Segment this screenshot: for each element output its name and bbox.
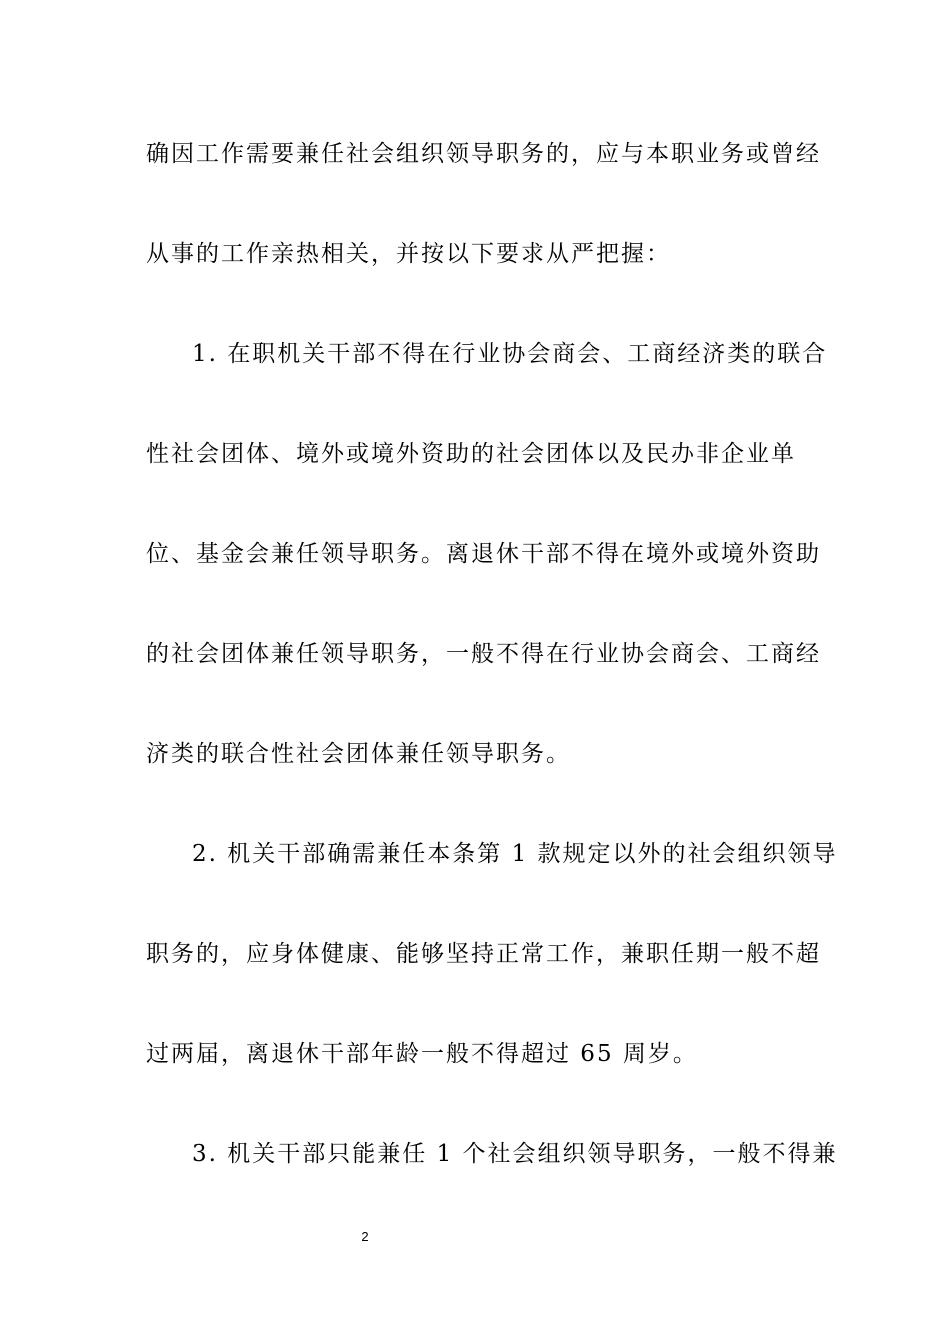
body-text-line: 位、基金会兼任领导职务。离退休干部不得在境外或境外资助 (146, 541, 821, 567)
body-text-line: 确因工作需要兼任社会组织领导职务的，应与本职业务或曾经 (146, 141, 821, 167)
body-text-line: 职务的，应身体健康、能够坚持正常工作，兼职任期一般不超 (146, 941, 821, 967)
list-item-2-text: 2. 机关干部确需兼任本条第 1 款规定以外的社会组织领导 (192, 841, 838, 867)
page-number: 2 (361, 1229, 369, 1244)
body-text-line: 从事的工作亲热相关，并按以下要求从严把握： (146, 241, 671, 267)
body-text-line: 过两届，离退休干部年龄一般不得超过 65 周岁。 (146, 1041, 698, 1067)
body-text-line: 济类的联合性社会团体兼任领导职务。 (146, 741, 571, 767)
list-item-1-text: 1. 在职机关干部不得在行业协会商会、工商经济类的联合 (192, 341, 828, 367)
body-text-line: 性社会团体、境外或境外资助的社会团体以及民办非企业单 (146, 441, 796, 467)
body-text-line: 的社会团体兼任领导职务，一般不得在行业协会商会、工商经 (146, 641, 821, 667)
list-item-3-text: 3. 机关干部只能兼任 1 个社会组织领导职务，一般不得兼 (192, 1141, 838, 1167)
